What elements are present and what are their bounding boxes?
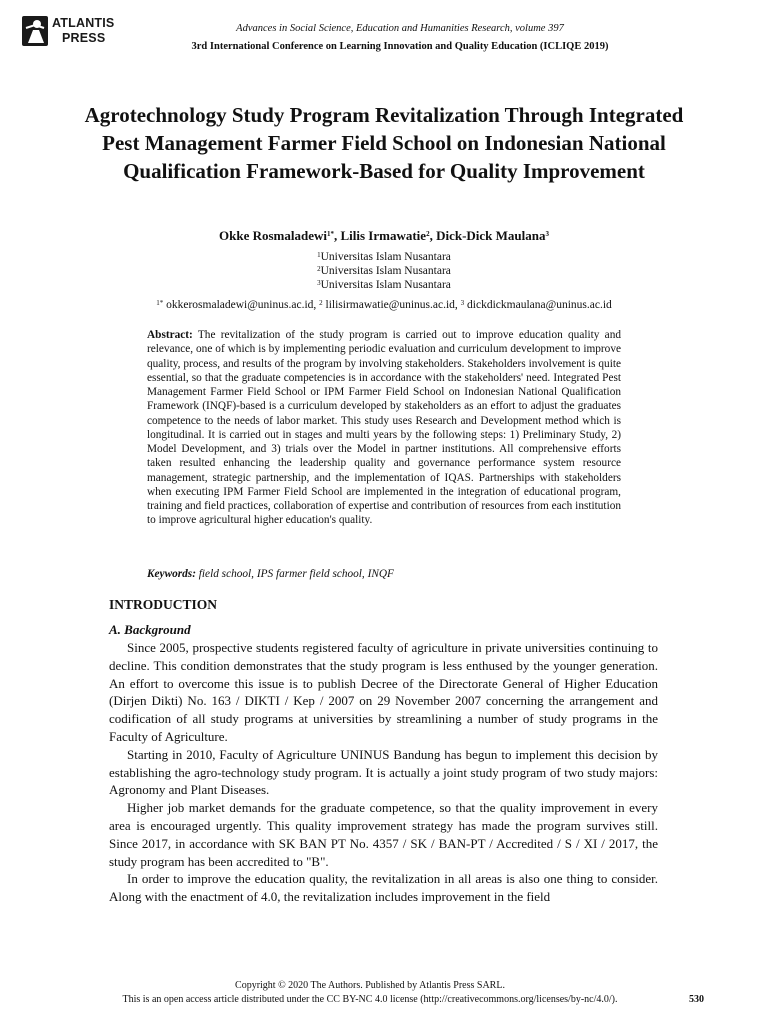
logo-wordmark: ATLANTIS PRESS: [52, 16, 115, 45]
author-sep: ,: [333, 228, 341, 243]
email-link[interactable]: lilisirmawatie@uninus.ac.id,: [325, 299, 461, 311]
author-sup: 2: [426, 230, 430, 238]
conference-name: 3rd International Conference on Learning Innovation and Quality Education (ICLIQE 2019): [191, 41, 609, 52]
affiliation: $^3$Universitas Islam Nusantara: [317, 279, 451, 291]
affiliation: $^2$Universitas Islam Nusantara: [317, 265, 451, 277]
email-link[interactable]: dickdickmaulana@uninus.ac.id: [467, 299, 612, 311]
author-sup: 1*: [326, 230, 334, 238]
paragraph: In order to improve the education quality, the revitalization in all areas is also one thing to consider. Along with the enactment of 4.0, the revitalization includes improvement in the field: [109, 871, 658, 905]
keywords-label: Keywords:: [147, 568, 196, 580]
keywords-text: field school, IPS farmer field school, INQF: [198, 568, 394, 580]
author-name: Okke Rosmaladewi: [219, 228, 327, 243]
author-name: Dick-Dick Maulana: [436, 228, 546, 243]
body-text: [109, 639, 658, 906]
affiliation-list: [234, 250, 534, 292]
section-heading: INTRODUCTION: [109, 597, 218, 612]
author-name: Lilis Irmawatie: [340, 228, 427, 243]
keywords: [147, 567, 621, 581]
author-sep: ,: [429, 228, 437, 243]
subsection-heading: A. Background: [109, 622, 191, 637]
author-list: [84, 228, 684, 244]
publisher-logo: [22, 14, 132, 50]
email-link[interactable]: okkerosmaladewi@uninus.ac.id,: [166, 299, 320, 311]
paper-title: Agrotechnology Study Program Revitalization Through Integrated Pest Management Farmer Field School on Indonesian National Qualification Framework-Based for Quality Improvement: [84, 103, 684, 183]
paragraph: Starting in 2010, Faculty of Agriculture UNINUS Bandung has begun to implement this decision by establishing the agro-technology study program. It is actually a joint study program of two study majors: Agronomy and Plant Diseases.: [109, 746, 658, 798]
journal-name: Advances in Social Science, Education and Humanities Research, volume 397: [236, 23, 564, 34]
atlantis-figure-icon: [22, 16, 48, 46]
author-sup: 3: [545, 230, 549, 238]
abstract-label: Abstract:: [147, 329, 193, 341]
page-footer: [60, 979, 680, 1007]
affiliation: $^1$Universitas Islam Nusantara: [317, 251, 451, 263]
email-list: $^{1*}$ okkerosmaladewi@uninus.ac.id, $^2$ lilisirmawatie@uninus.ac.id, $^3$ dickdickmaulana@uninus.ac.id: [156, 299, 612, 311]
paragraph: Higher job market demands for the graduate competence, so that the quality improvement in every area is encouraged urgently. This quality improvement strategy has made the program survives still. Since 2017, in accordance with SK BAN PT No. 4357 / SK / BAN-PT / Accredited / S / XI / 2017, the study program has been accredited to "B".: [109, 800, 658, 869]
page-number: 530: [689, 994, 704, 1005]
paragraph: Since 2005, prospective students registered faculty of agriculture in private universities continuing to decline. This condition demonstrates that the study program is less enthused by the younger generation. An effort to overcome this issue is to publish Decree of the Directorate General of Higher Education (Dirjen Dikti) No. 163 / DIKTI / Kep / 2007 on 29 November 2007 concerning the arrangement and codification of all study programs at universities by streamlining a number of study programs in the Faculty of Agriculture.: [109, 640, 658, 744]
copyright-notice: Copyright © 2020 The Authors. Published by Atlantis Press SARL.: [235, 980, 505, 991]
license-notice: This is an open access article distributed under the CC BY-NC 4.0 license (http://creativecommons.org/licenses/by-nc/4.0/).: [122, 994, 618, 1005]
abstract: [147, 328, 621, 528]
abstract-text: The revitalization of the study program is carried out to improve education quality and relevance, one of which is by implementing periodic evaluation and curriculum development to improve quality, process, and results of the program by involving stakeholders. Stakeholders involvement is quite essential, so that the graduate competencies is in accordance with the stakeholders' need. Integrated Pest Management Farmer Field School or IPM Farmer Field School on Indonesian National Qualification Framework (INQF)-based is a curriculum developed by stakeholders as an effort to adjust the graduates competence to the needs of labor market. This study uses Research and Development method which is longitudinal. It is carried out in stages and multi years by the following steps: 1) Preliminary Study, 2) Model Development, and 3) trials over the Model in partner institutions. All comprehensive efforts taken resulted enhancing the leadership quality and governance performance system resource management, strategic partnership, and the implementation of IQAS. Partnerships with stakeholders when executing IPM Farmer Field School are implemented in the integration of educational program, training and field practices, collaboration of expertise and contribution of resources from each institution to improve agricultural higher education's quality.: [147, 329, 621, 527]
